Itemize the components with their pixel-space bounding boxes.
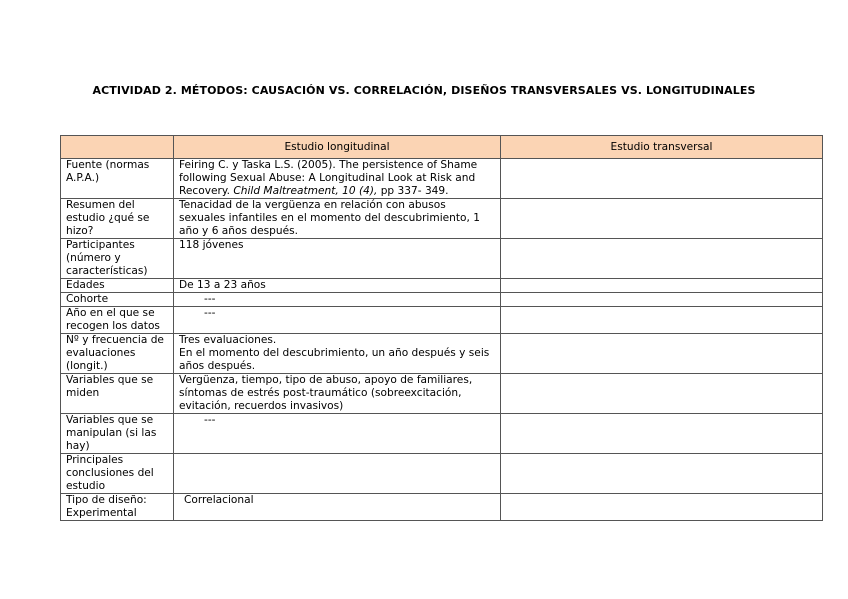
cell-longitudinal: Vergüenza, tiempo, tipo de abuso, apoyo de familiares, síntomas de estrés post-traumático (sobreexcitación, evitación, recuerdos invasivos): [174, 374, 501, 414]
citation-journal: Child Maltreatment, 10 (4),: [233, 185, 378, 197]
table-row: [61, 494, 823, 521]
row-label: Año en el que se recogen los datos: [61, 307, 174, 334]
table-row: [61, 374, 823, 414]
row-label: Nº y frecuencia de evaluaciones (longit.): [61, 334, 174, 374]
cell-transversal: [501, 334, 823, 374]
header-empty: [61, 136, 174, 159]
cell-longitudinal: ---: [174, 293, 501, 307]
row-label: Tipo de diseño: Experimental: [61, 494, 174, 521]
row-label: Resumen del estudio ¿qué se hizo?: [61, 199, 174, 239]
table-row: [61, 293, 823, 307]
cell-longitudinal: De 13 a 23 años: [174, 279, 501, 293]
table-row: [61, 334, 823, 374]
cell-longitudinal: 118 jóvenes: [174, 239, 501, 279]
cell-longitudinal: [174, 454, 501, 494]
row-label: Participantes (número y características): [61, 239, 174, 279]
row-label: Cohorte: [61, 293, 174, 307]
cell-longitudinal: ---: [174, 414, 501, 454]
row-label: Variables que se miden: [61, 374, 174, 414]
row-label: Fuente (normas A.P.A.): [61, 159, 174, 199]
cell-transversal: [501, 239, 823, 279]
cell-longitudinal: ---: [174, 307, 501, 334]
citation-text: Feiring C. y Taska L.S. (2005). The persistence of Shame following Sexual Abuse: A Longitudinal Look at Risk and Recovery.: [179, 159, 478, 197]
page-title: ACTIVIDAD 2. MÉTODOS: CAUSACIÓN VS. CORRELACIÓN, DISEÑOS TRANSVERSALES VS. LONGITUDINALES: [92, 84, 756, 97]
cell-transversal: [501, 454, 823, 494]
table-row: [61, 159, 823, 199]
table-row: [61, 454, 823, 494]
header-transversal: Estudio transversal: [501, 136, 823, 159]
row-label: Principales conclusiones del estudio: [61, 454, 174, 494]
table-row: [61, 199, 823, 239]
citation-pages: pp 337- 349.: [377, 185, 449, 197]
cell-transversal: [501, 307, 823, 334]
table-row: [61, 239, 823, 279]
row-label: Edades: [61, 279, 174, 293]
cell-longitudinal: Tenacidad de la vergüenza en relación con abusos sexuales infantiles en el momento del descubrimiento, 1 año y 6 años después.: [174, 199, 501, 239]
cell-longitudinal: [174, 159, 501, 199]
row-label: Variables que se manipulan (si las hay): [61, 414, 174, 454]
cell-transversal: [501, 159, 823, 199]
cell-transversal: [501, 279, 823, 293]
table-header-row: [61, 136, 823, 159]
cell-transversal: [501, 414, 823, 454]
cell-transversal: [501, 494, 823, 521]
cell-longitudinal: Correlacional: [174, 494, 501, 521]
comparison-table: [60, 135, 823, 521]
cell-transversal: [501, 374, 823, 414]
cell-transversal: [501, 293, 823, 307]
cell-transversal: [501, 199, 823, 239]
header-longitudinal: Estudio longitudinal: [174, 136, 501, 159]
table-row: [61, 414, 823, 454]
table-row: [61, 307, 823, 334]
cell-longitudinal: Tres evaluaciones. En el momento del descubrimiento, un año después y seis años después.: [174, 334, 501, 374]
table-row: [61, 279, 823, 293]
